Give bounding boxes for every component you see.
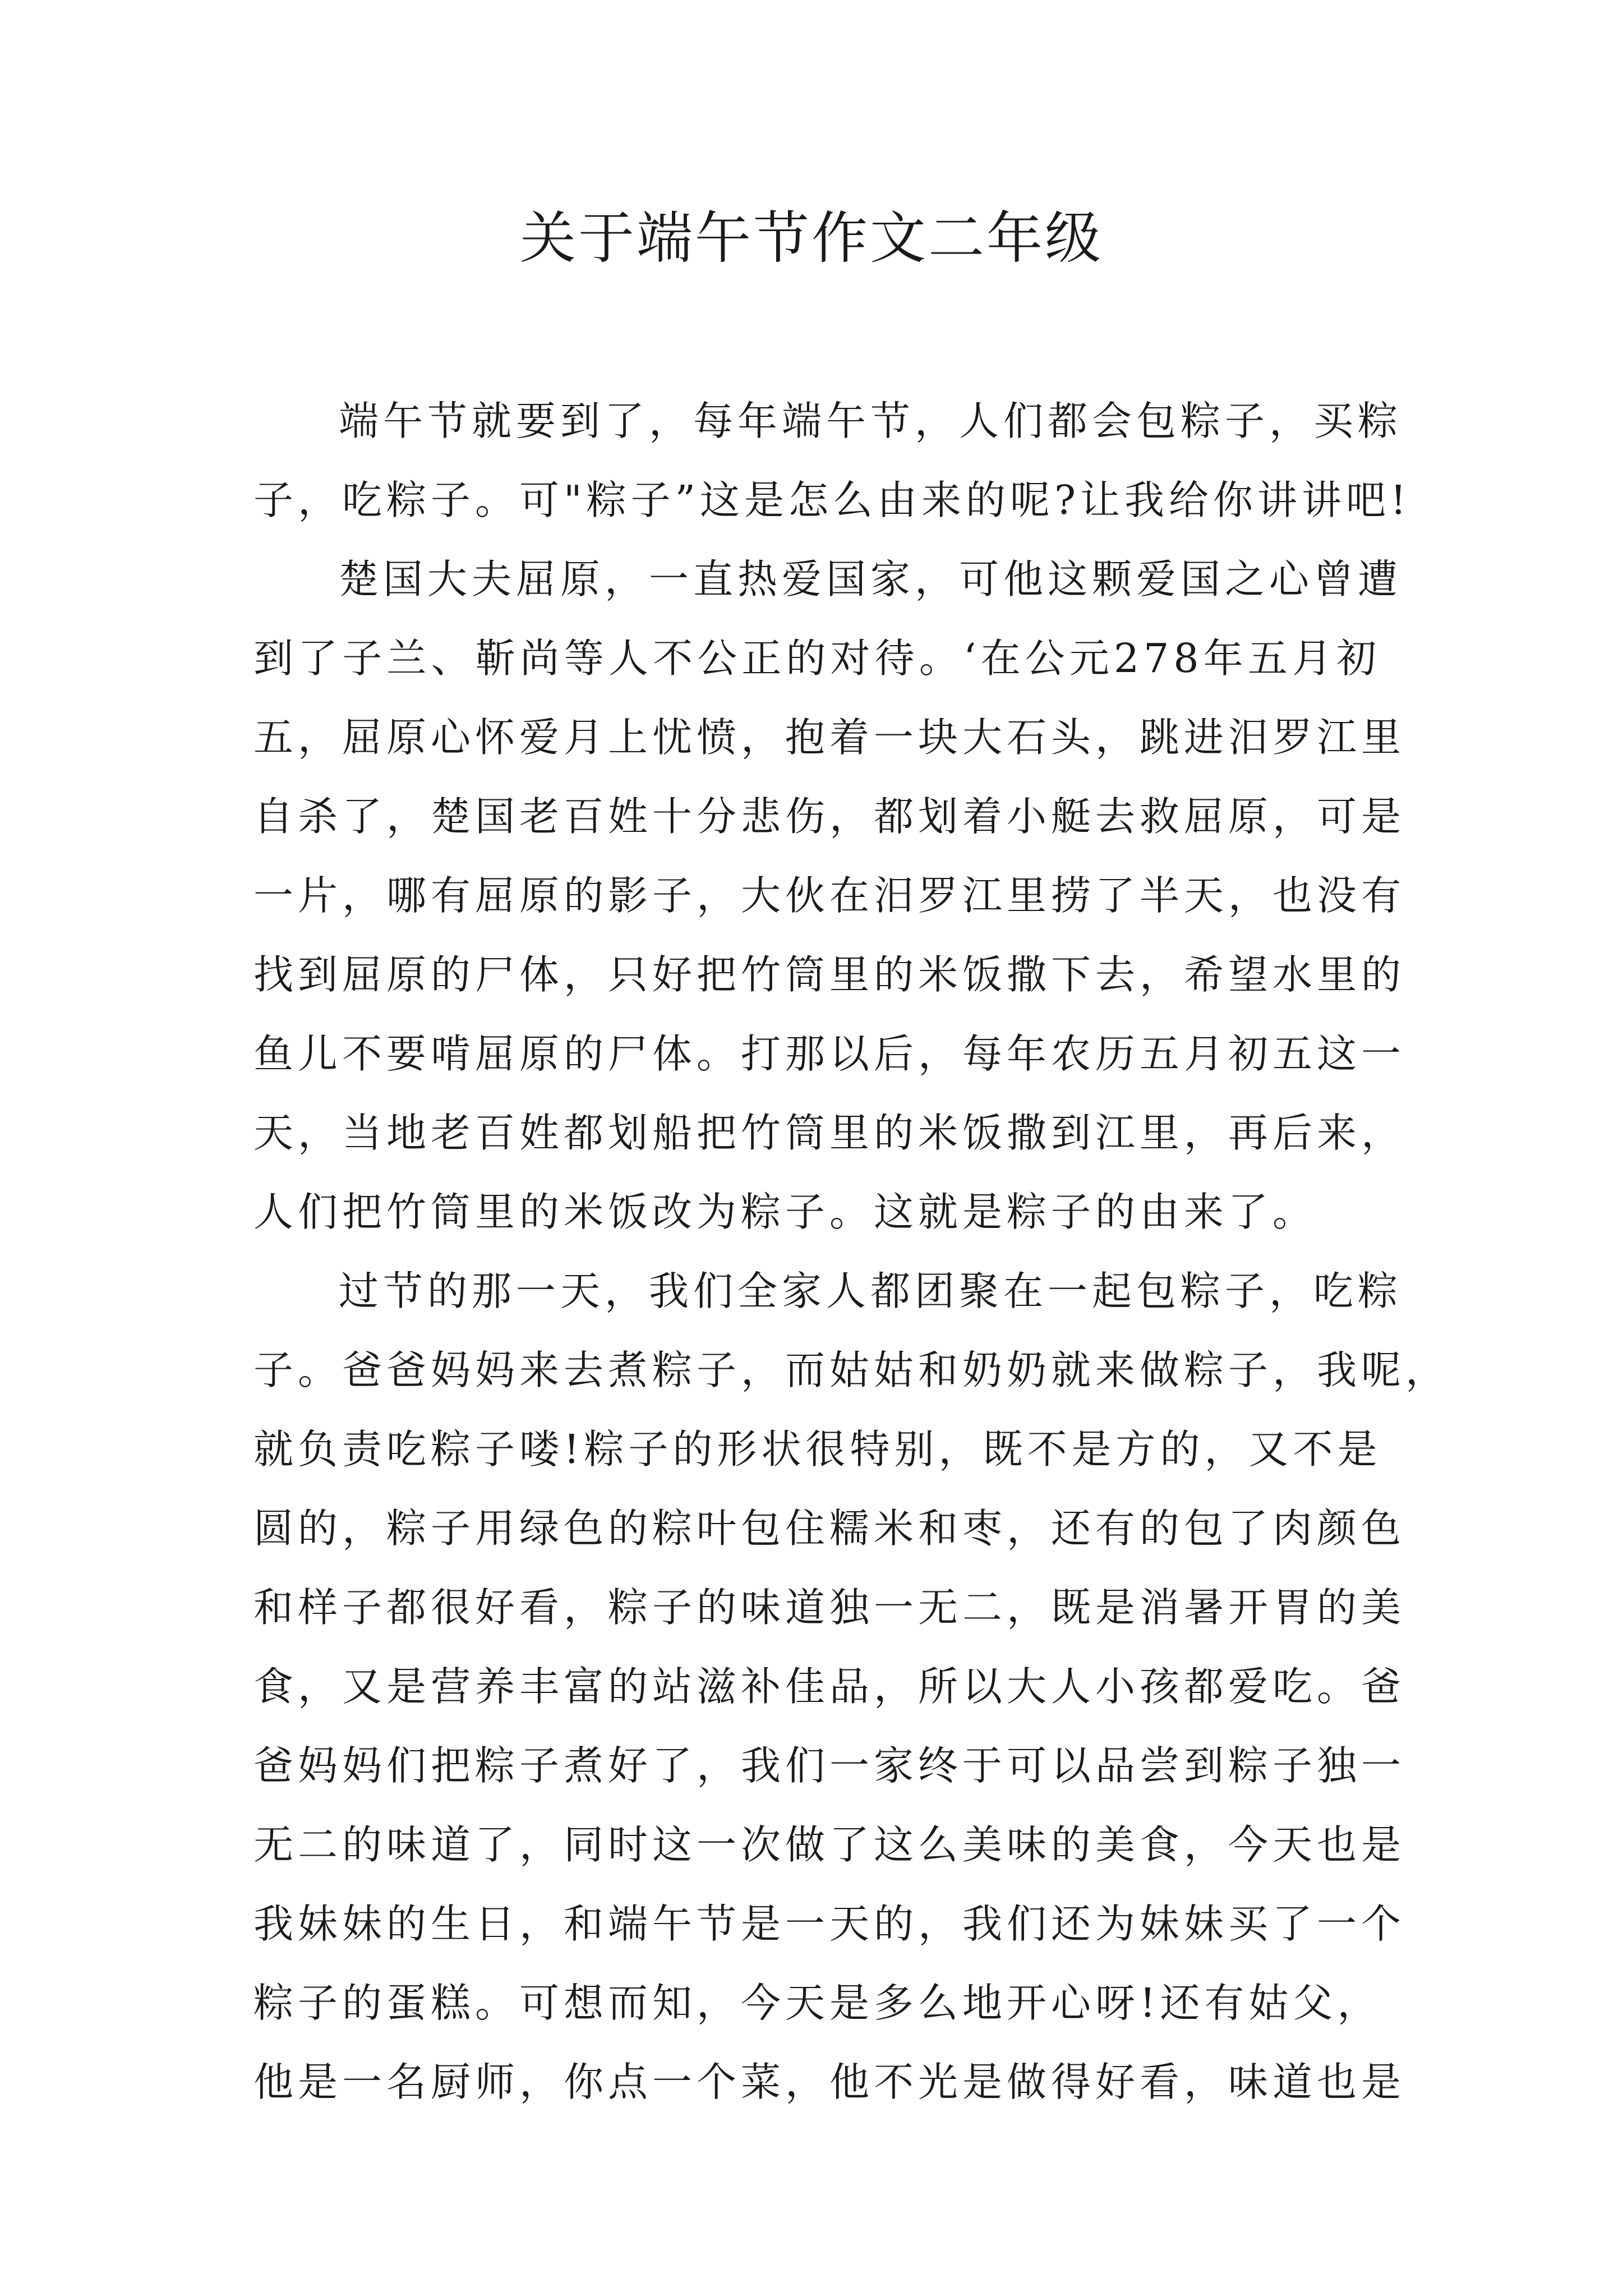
text-line: 和样子都很好看，粽子的味道独一无二，既是消暑开胃的美 bbox=[253, 1584, 1406, 1631]
text-line: 他是一名厨师，你点一个菜，他不光是做得好看，味道也是 bbox=[253, 2059, 1406, 2105]
text-line: 就负责吃粽子喽!粽子的形状很特别，既不是方的，又不是 bbox=[253, 1426, 1382, 1473]
text-line: 鱼儿不要啃屈原的尸体。打那以后，每年农历五月初五这一 bbox=[253, 1030, 1406, 1077]
text-line: 天，当地老百姓都划船把竹筒里的米饭撒到江里，再后来， bbox=[253, 1110, 1406, 1156]
text-line: 我妹妹的生日，和端午节是一天的，我们还为妹妹买了一个 bbox=[253, 1901, 1406, 1947]
text-line: 无二的味道了，同时这一次做了这么美味的美食，今天也是 bbox=[253, 1821, 1406, 1868]
essay-body bbox=[253, 381, 1450, 2122]
text-line: 食，又是营养丰富的站滋补佳品，所以大人小孩都爱吃。爸 bbox=[253, 1663, 1406, 1710]
text-line: 子，吃粽子。可"粽子”这是怎么由来的呢?让我给你讲讲吧! bbox=[253, 477, 1411, 523]
text-line: 人们把竹筒里的米饭改为粽子。这就是粽子的由来了。 bbox=[253, 1189, 1317, 1235]
text-line: 爸妈妈们把粽子煮好了，我们一家终于可以品尝到粽子独一 bbox=[253, 1742, 1406, 1789]
text-line: 粽子的蛋糕。可想而知，今天是多么地开心呀!还有姑父， bbox=[253, 1980, 1382, 2026]
text-line: 过节的那一天，我们全家人都团聚在一起包粽子，吃粽 bbox=[339, 1268, 1403, 1314]
text-line: 到了子兰、靳尚等人不公正的对待。‘在公元278年五月初 bbox=[253, 635, 1381, 682]
text-line: 端午节就要到了，每年端午节，人们都会包粽子，买粽 bbox=[339, 398, 1403, 444]
text-line: 楚国大夫屈原，一直热爱国家，可他这颗爱国之心曾遭 bbox=[339, 556, 1403, 602]
text-line: 自杀了，楚国老百姓十分悲伤，都划着小艇去救屈原，可是 bbox=[253, 793, 1406, 840]
text-line: 五，屈原心怀爱月上忧愤，抱着一块大石头，跳进汨罗江里 bbox=[253, 714, 1406, 761]
document-title: 关于端午节作文二年级 bbox=[520, 205, 1103, 271]
text-line: 子。爸爸妈妈来去煮粽子，而姑姑和奶奶就来做粽子，我呢， bbox=[253, 1347, 1450, 1393]
text-line: 一片，哪有屈原的影子，大伙在汨罗江里捞了半天，也没有 bbox=[253, 872, 1406, 919]
text-line: 圆的，粽子用绿色的粽叶包住糯米和枣，还有的包了肉颜色 bbox=[253, 1505, 1406, 1552]
text-line: 找到屈原的尸体，只好把竹筒里的米饭撒下去，希望水里的 bbox=[253, 951, 1406, 998]
